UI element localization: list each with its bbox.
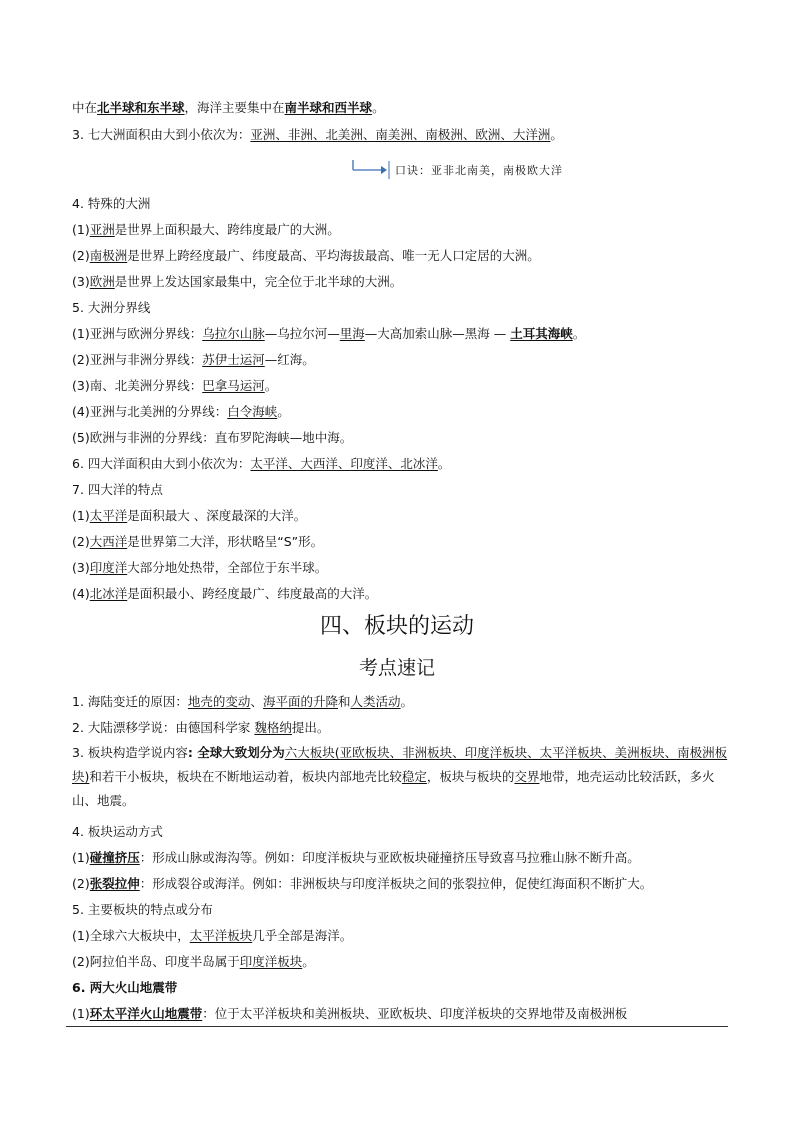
answer-underlined: 张裂拉伸: [89, 876, 140, 891]
answer-underlined: 白令海峡: [227, 404, 278, 419]
answer-underlined: 六大板块(亚欧板块、非洲板块、印度洋板块、太平洋板块、美洲板块、南极洲板块): [72, 745, 728, 784]
list-item: [72, 954, 734, 970]
text: (1): [72, 850, 90, 865]
text: 6. 两大火山地震带: [72, 980, 178, 995]
arrow-icon: [351, 160, 395, 180]
text: (2)亚洲与非洲分界线：: [72, 352, 203, 367]
text: (2): [72, 248, 90, 263]
list-item: [72, 248, 734, 264]
text: 大部分地处热带，全部位于东半球。: [127, 560, 328, 575]
text: 。: [550, 127, 563, 142]
text: ，海洋主要集中在: [184, 100, 285, 115]
text: 。: [302, 954, 315, 969]
answer-underlined: 印度洋板块: [239, 954, 303, 969]
oceans-area-order: [72, 456, 734, 472]
text: 是世界上跨经度最广、纬度最高、平均海拔最高、唯一无人口定居的大洲。: [127, 248, 540, 263]
text: —红海。: [264, 352, 315, 367]
text: 5. 大洲分界线: [72, 300, 151, 315]
answer-underlined: 南半球和西半球: [284, 100, 373, 115]
list-item: [72, 720, 734, 736]
list-item: [72, 274, 734, 290]
answer-underlined: 人类活动: [350, 694, 401, 709]
answer-underlined: 环太平洋火山地震带: [89, 1006, 203, 1021]
text: (1)全球六大板块中，: [72, 928, 190, 943]
text: 。: [437, 456, 451, 471]
list-item: [72, 560, 734, 576]
answer-underlined: 大西洋: [89, 534, 128, 549]
text: 。: [572, 326, 586, 341]
text: 是面积最大 、深度最深的大洋。: [127, 508, 307, 523]
answer-underlined: 欧洲: [89, 274, 115, 289]
text: (1): [72, 508, 90, 523]
answer-underlined: 魏格纳: [254, 720, 292, 735]
answer-underlined: 北冰洋: [89, 586, 128, 601]
text: (5)欧洲与非洲的分界线：直布罗陀海峡—地中海。: [72, 430, 353, 445]
list-item: [72, 508, 734, 524]
text: (3): [72, 274, 90, 289]
answer-underlined: 稳定: [401, 769, 427, 784]
list-item: [72, 378, 734, 394]
answer-underlined: 巴拿马运河: [202, 378, 265, 393]
answer-underlined: 南极洲: [89, 248, 128, 263]
text: 。: [400, 694, 413, 709]
text: (4)亚洲与北美洲的分界线：: [72, 404, 228, 419]
list-item: [72, 1006, 734, 1022]
boundary-lines-title: [72, 300, 734, 316]
answer-underlined: 亚洲、非洲、北美洲、南美洲、南极洲、欧洲、大洋洲: [250, 127, 551, 142]
list-item: [72, 694, 734, 710]
text: 6. 四大洋面积由大到小依次为：: [72, 456, 251, 471]
text: (1): [72, 222, 90, 237]
text: 是世界上面积最大、跨纬度最广的大洲。: [114, 222, 340, 237]
text: 是世界第二大洋，形状略呈“S”形。: [127, 534, 324, 549]
list-item: [72, 534, 734, 550]
mnemonic-text: 口诀：亚非北南美，南极欧大洋: [395, 164, 563, 177]
list-item: [72, 928, 734, 944]
text: 7. 四大洋的特点: [72, 482, 163, 497]
answer-underlined: 碰撞挤压: [89, 850, 140, 865]
text: 3. 板块构造学说内容: [72, 745, 188, 760]
section-title: 四、板块的运动: [319, 614, 474, 639]
text: : 全球大致划分为: [187, 745, 285, 760]
text: 是面积最小、跨经度最广、纬度最高的大洋。: [127, 586, 378, 601]
text: 3. 七大洲面积由大到小依次为：: [72, 127, 251, 142]
answer-underlined: 太平洋、大西洋、印度洋、北冰洋: [250, 456, 438, 471]
text: ，板块与板块的: [426, 769, 515, 784]
answer-underlined: 太平洋: [89, 508, 128, 523]
list-item: [72, 876, 734, 892]
text: 是世界上发达国家最集中，完全位于北半球的大洲。: [114, 274, 403, 289]
answer-underlined: 里海: [339, 326, 365, 341]
text: —大高加索山脉—黑海 —: [364, 326, 511, 341]
answer-underlined: 北半球和东半球: [97, 100, 185, 115]
list-item: [72, 352, 734, 368]
bottom-divider: [66, 1026, 728, 1027]
text: 中在: [72, 100, 98, 115]
text: 提出。: [291, 720, 330, 735]
plate-features-title: [72, 902, 734, 918]
text: (3): [72, 560, 90, 575]
text: 。: [277, 404, 290, 419]
answer-underlined: 苏伊士运河: [202, 352, 265, 367]
text: (2)阿拉伯半岛、印度半岛属于: [72, 954, 240, 969]
list-item: [72, 222, 734, 238]
text: 4. 板块运动方式: [72, 824, 163, 839]
plate-movement-title: [72, 824, 734, 840]
continents-area-order: [72, 127, 734, 143]
answer-underlined: 印度洋: [89, 560, 128, 575]
answer-underlined: 地壳的变动: [187, 694, 251, 709]
text: (4): [72, 586, 90, 601]
text: ：位于太平洋板块和美洲板块、亚欧板块、印度洋板块的交界地带及南极洲板: [202, 1006, 628, 1021]
text: 几乎全部是海洋。: [252, 928, 353, 943]
answer-underlined: 太平洋板块: [189, 928, 253, 943]
text: 。: [372, 100, 385, 115]
special-continents-title: [72, 196, 734, 212]
answer-underlined: 亚洲: [89, 222, 115, 237]
answer-underlined: 交界: [514, 769, 540, 784]
hemisphere-line: [72, 100, 734, 116]
text: 5. 主要板块的特点或分布: [72, 902, 213, 917]
text: (1)亚洲与欧洲分界线：: [72, 326, 203, 341]
text: 。: [264, 378, 278, 393]
text: ：形成裂谷或海洋。例如：非洲板块与印度洋板块之间的张裂拉伸，促使红海面积不断扩大。: [139, 876, 653, 891]
text: 和: [337, 694, 351, 709]
text: (1): [72, 1006, 90, 1021]
list-item: [72, 850, 734, 866]
text: ：形成山脉或海沟等。例如：印度洋板块与亚欧板块碰撞挤压导致喜马拉雅山脉不断升高。: [139, 850, 640, 865]
text: 2. 大陆漂移学说：由德国科学家: [72, 720, 255, 735]
text: (2): [72, 534, 90, 549]
list-item: [72, 586, 734, 602]
list-item: [72, 430, 734, 446]
text: 、: [250, 694, 263, 709]
text: (3)南、北美洲分界线：: [72, 378, 203, 393]
section-subtitle: 考点速记: [358, 657, 435, 679]
oceans-features-title: [72, 482, 734, 498]
plate-theory-paragraph: [72, 741, 734, 813]
answer-underlined: 乌拉尔山脉: [202, 326, 265, 341]
answer-underlined: 海平面的升降: [262, 694, 338, 709]
text: 1. 海陆变迁的原因：: [72, 694, 188, 709]
text: (2): [72, 876, 90, 891]
list-item: [72, 326, 734, 342]
text: —乌拉尔河—: [264, 326, 340, 341]
text: 和若干小板块，板块在不断地运动着，板块内部地壳比较: [89, 769, 402, 784]
answer-underlined: 土耳其海峡: [510, 326, 573, 341]
volcano-belts-title: [72, 980, 734, 996]
list-item: [72, 404, 734, 420]
text: 4. 特殊的大洲: [72, 196, 151, 211]
text: 地带，地壳运动比较活跃，多火山、地震。: [72, 769, 715, 808]
